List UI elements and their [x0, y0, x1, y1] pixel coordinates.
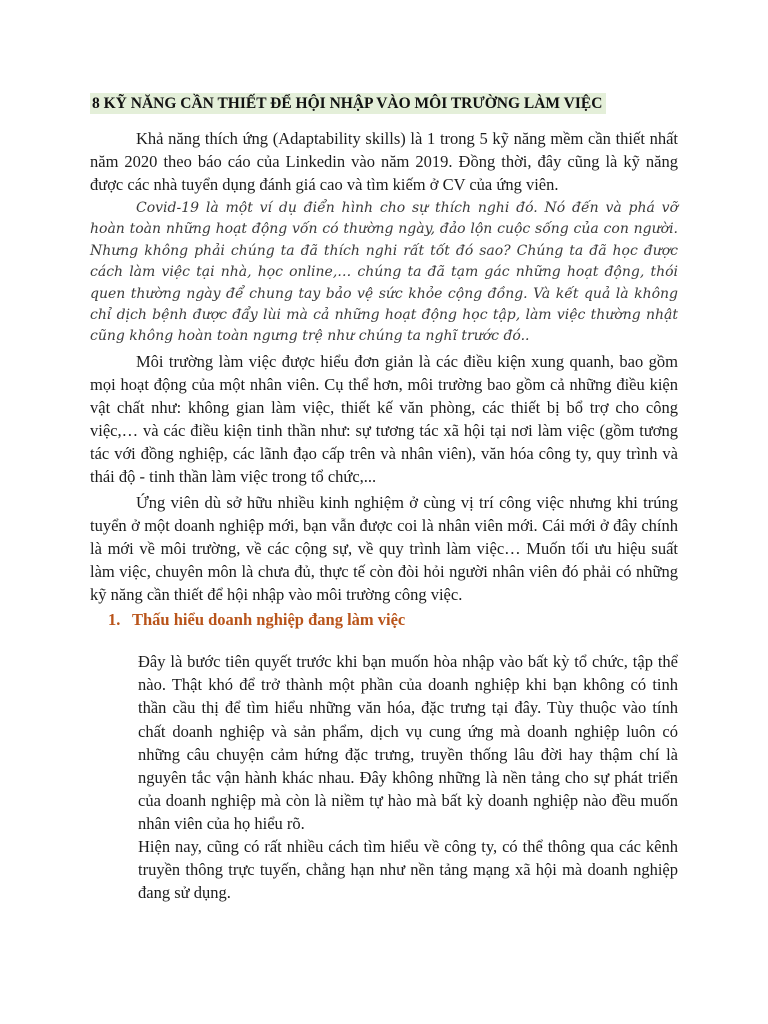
- section-1-paragraph-2-text: Hiện nay, cũng có rất nhiều cách tìm hiểu về công ty, có thể thông qua các kênh truyền thông trực tuyến, chẳng hạn như nền tảng mạng xã hội mà doanh nghiệp đang sử dụng.: [138, 837, 678, 903]
- document-title: 8 KỸ NĂNG CẦN THIẾT ĐỂ HỘI NHẬP VÀO MÔI TRƯỜNG LÀM VIỆC: [90, 93, 606, 114]
- section-1-heading-text: Thấu hiểu doanh nghiệp đang làm việc: [132, 610, 406, 629]
- quote-paragraph: [90, 198, 678, 348]
- intro-paragraph-text: Khả năng thích ứng (Adaptability skills) là 1 trong 5 kỹ năng mềm cần thiết nhất năm 2020 theo báo cáo của Linkedin vào năm 2019. Đồng thời, đây cũng là kỹ năng được các nhà tuyển dụng đánh giá cao và tìm kiếm ở CV của ứng viên.: [90, 129, 678, 194]
- document-title-wrapper: [90, 93, 606, 114]
- candidate-paragraph-text: Ứng viên dù sở hữu nhiều kinh nghiệm ở cùng vị trí công việc nhưng khi trúng tuyển ở một doanh nghiệp mới, bạn vẫn được coi là nhân viên mới. Cái mới ở đây chính là mới về môi trường, về các cộng sự, về quy trình làm việc… Muốn tối ưu hiệu suất làm việc, chuyên môn là chưa đủ, thực tế còn đòi hỏi người nhân viên đó phải có những kỹ năng cần thiết để hội nhập vào môi trường công việc.: [90, 493, 678, 604]
- section-1-paragraph-1: [138, 650, 678, 836]
- section-1-heading: [108, 610, 405, 630]
- section-1-number: 1.: [108, 610, 121, 629]
- candidate-paragraph: [90, 491, 678, 606]
- section-1-paragraph-2: [138, 835, 678, 905]
- quote-paragraph-text: Covid-19 là một ví dụ điển hình cho sự thích nghi đó. Nó đến và phá vỡ hoàn toàn những hoạt động vốn có thường ngày, đảo lộn cuộc sống của con người. Nhưng không phải chúng ta đã thích nghi rất tốt đó sao? Chúng ta đã học được cách làm việc tại nhà, học online,… chúng ta đã tạm gác những hoạt động, thói quen thường ngày để chung tay bảo vệ sức khỏe cộng đồng. Và kết quả là không chỉ dịch bệnh được đẩy lùi mà cả những hoạt động học tập, làm việc thường nhật cũng không hoàn toàn ngưng trệ như chúng ta nghĩ trước đó..: [90, 200, 678, 345]
- intro-paragraph: [90, 127, 678, 196]
- section-1-paragraph-1-text: Đây là bước tiên quyết trước khi bạn muốn hòa nhập vào bất kỳ tổ chức, tập thể nào. Thật khó để trở thành một phần của doanh nghiệp khi bạn không có tinh thần cầu thị để tìm hiểu những văn hóa, đặc trưng tại đây. Tùy thuộc vào tính chất doanh nghiệp và sản phẩm, dịch vụ cung ứng mà doanh nghiệp luôn có những câu chuyện cảm hứng đặc trưng, truyền thống lâu đời hay thậm chí là nguyên tắc vận hành khác nhau. Đây không những là nền tảng cho sự phát triển của doanh nghiệp mà còn là niềm tự hào mà bất kỳ doanh nghiệp nào đều muốn nhân viên của họ hiểu rõ.: [138, 652, 678, 834]
- environment-paragraph: [90, 350, 678, 488]
- environment-paragraph-text: Môi trường làm việc được hiểu đơn giản là các điều kiện xung quanh, bao gồm mọi hoạt động của một nhân viên. Cụ thể hơn, môi trường bao gồm cả những điều kiện vật chất như: không gian làm việc, thiết kế văn phòng, các thiết bị bổ trợ cho công việc,… và các điều kiện tinh thần như: sự tương tác xã hội tại nơi làm việc (gồm tương tác với đồng nghiệp, các lãnh đạo cấp trên và nhân viên), văn hóa công ty, quy trình và thái độ - tinh thần làm việc trong tổ chức,...: [90, 352, 678, 486]
